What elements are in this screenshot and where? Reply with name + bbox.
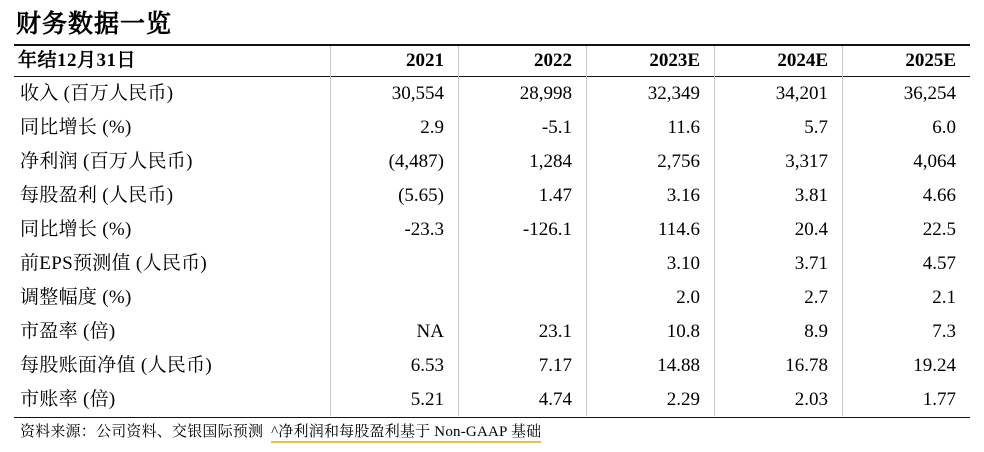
- source-footnote: [14, 418, 970, 442]
- table-row: [14, 145, 970, 179]
- cell-value: 4.57: [922, 253, 956, 274]
- page-bottom-strip: [0, 444, 984, 452]
- table-header: [14, 46, 970, 77]
- cell-value: [330, 247, 458, 281]
- column-divider: [842, 46, 843, 416]
- cell-value: [330, 281, 458, 315]
- cell-value: 2.03: [714, 383, 842, 418]
- cell-value: 7.17: [538, 355, 572, 376]
- cell-value: 30,554: [391, 83, 444, 104]
- row-label: 市盈率 (倍): [20, 321, 116, 342]
- table-row: [14, 247, 970, 281]
- cell-value: 7.3: [932, 321, 956, 342]
- cell-value: 3.10: [666, 253, 700, 274]
- cell-value: 16.78: [785, 355, 828, 376]
- row-label: 市账率 (倍): [14, 383, 330, 418]
- row-label: 调整幅度 (%): [20, 287, 132, 308]
- cell-value: 2.9: [420, 117, 444, 138]
- table-row: [14, 111, 970, 145]
- cell-value: 5.21: [330, 383, 458, 418]
- column-divider: [330, 46, 331, 416]
- cell-value: 114.6: [657, 219, 700, 240]
- table-row: [14, 315, 970, 349]
- cell-value: 4.66: [922, 185, 956, 206]
- cell-value: 10.8: [666, 321, 700, 342]
- cell-value: -126.1: [522, 219, 572, 240]
- cell-value: 36,254: [903, 83, 956, 104]
- cell-value: 28,998: [519, 83, 572, 104]
- cell-value: 20.4: [794, 219, 828, 240]
- cell-value: 11.6: [667, 117, 700, 138]
- row-label: 每股盈利 (人民币): [20, 185, 174, 206]
- column-divider: [458, 46, 459, 416]
- table-row: [14, 383, 970, 418]
- cell-value: 3.71: [794, 253, 828, 274]
- page-title: 财务数据一览: [16, 11, 173, 38]
- footnote-nongaap-note: ^净利润和每股盈利基于 Non-GAAP 基础: [271, 424, 541, 443]
- cell-value: 1,284: [529, 151, 572, 172]
- cell-value: 6.53: [410, 355, 444, 376]
- cell-value: 5.7: [804, 117, 828, 138]
- table-row: [14, 213, 970, 247]
- cell-value: -23.3: [404, 219, 444, 240]
- cell-value: -5.1: [541, 117, 572, 138]
- cell-value: 3.81: [794, 185, 828, 206]
- cell-value: 34,201: [775, 83, 828, 104]
- cell-value: 1.47: [538, 185, 572, 206]
- financial-table: [14, 46, 970, 418]
- cell-value: 23.1: [538, 321, 572, 342]
- cell-value: 2.0: [676, 287, 700, 308]
- column-header-2024e: 2024E: [714, 46, 842, 77]
- column-header-2025e: 2025E: [842, 46, 970, 77]
- cell-value: 6.0: [932, 117, 956, 138]
- column-header-2023e: 2023E: [586, 46, 714, 77]
- cell-value: [458, 281, 586, 315]
- cell-value: 2.7: [804, 287, 828, 308]
- table-body: [14, 77, 970, 418]
- cell-value: 14.88: [657, 355, 700, 376]
- table-row: [14, 179, 970, 213]
- header-row: [14, 46, 970, 77]
- cell-value: 8.9: [804, 321, 828, 342]
- cell-value: 4.74: [458, 383, 586, 418]
- column-divider: [714, 46, 715, 416]
- column-header-2022: 2022: [458, 46, 586, 77]
- row-label: 同比增长 (%): [20, 117, 132, 138]
- cell-value: 4,064: [913, 151, 956, 172]
- table-row: [14, 281, 970, 315]
- table-row: [14, 77, 970, 112]
- cell-value: 3,317: [785, 151, 828, 172]
- cell-value: 1.77: [842, 383, 970, 418]
- row-label: 同比增长 (%): [20, 219, 132, 240]
- cell-value: 22.5: [922, 219, 956, 240]
- row-label: 前EPS预测值 (人民币): [20, 253, 208, 274]
- cell-value: 2.1: [932, 287, 956, 308]
- footnote-source-text: 资料来源：公司资料、交银国际预测: [20, 424, 264, 440]
- cell-value: 2.29: [586, 383, 714, 418]
- column-header-2021: 2021: [330, 46, 458, 77]
- cell-value: 32,349: [647, 83, 700, 104]
- cell-value: [458, 247, 586, 281]
- row-label: 净利润 (百万人民币): [20, 151, 193, 172]
- column-divider: [586, 46, 587, 416]
- column-header-period: 年结12月31日: [14, 46, 330, 77]
- table-row: [14, 349, 970, 383]
- cell-value: 2,756: [657, 151, 700, 172]
- cell-value: 19.24: [913, 355, 956, 376]
- cell-value: (4,487): [388, 151, 444, 172]
- cell-value: NA: [416, 321, 444, 342]
- cell-value: (5.65): [398, 185, 444, 206]
- row-label: 收入 (百万人民币): [20, 83, 174, 104]
- cell-value: 3.16: [666, 185, 700, 206]
- row-label: 每股账面净值 (人民币): [20, 355, 213, 376]
